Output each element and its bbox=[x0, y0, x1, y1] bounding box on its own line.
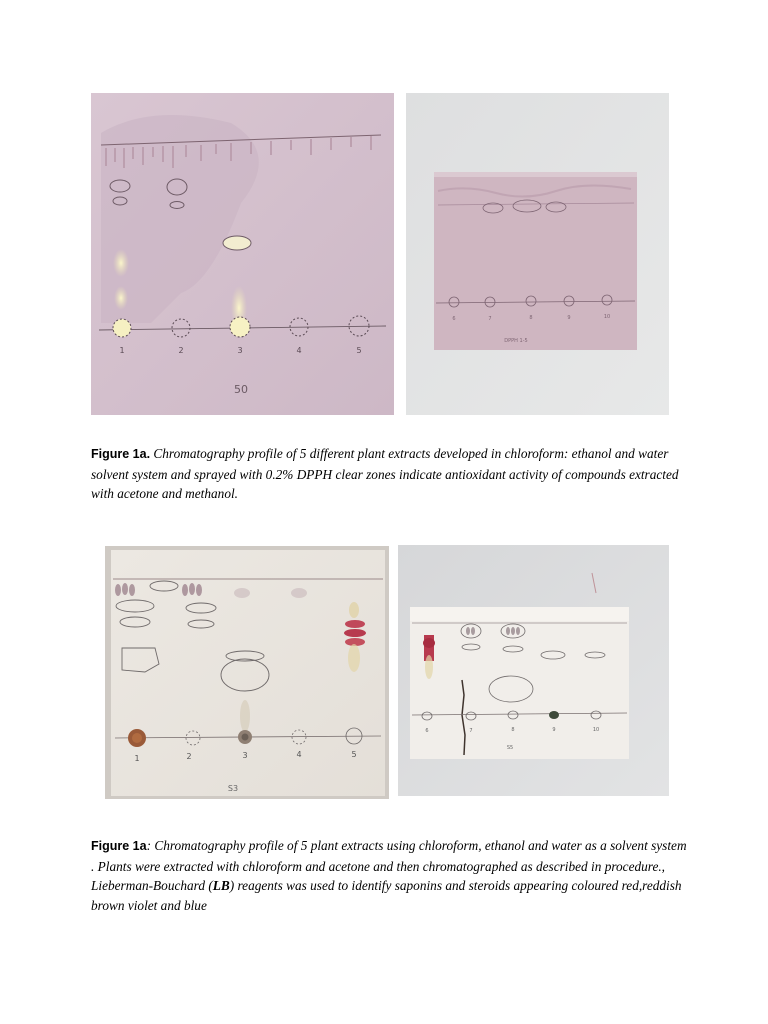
lane-label: 1 bbox=[119, 346, 125, 355]
lane-label: 7 bbox=[469, 728, 473, 734]
figure-caption-2 bbox=[91, 836, 691, 915]
tlc-plate-lb-1 bbox=[105, 546, 389, 799]
figure-label: Figure 1a. bbox=[91, 447, 151, 461]
lane-label: 8 bbox=[529, 315, 533, 321]
tlc-plate-lb-2 bbox=[398, 545, 669, 796]
tlc-plate-dpph-2 bbox=[406, 93, 669, 415]
lane-label: 5 bbox=[356, 346, 362, 355]
caption-text: : Chromatography profile of 5 plant extracts using chloroform, ethanol and water as a solvent system . Plants were extracted with chloroform and acetone and then chromatographed as described in procedure., Lieberman-Bouchard ( bbox=[91, 838, 687, 893]
lane-label: 1 bbox=[134, 754, 140, 763]
lane-label: 2 bbox=[186, 752, 192, 761]
lane-label: 4 bbox=[296, 750, 302, 759]
lane-label: 5 bbox=[351, 750, 357, 759]
figure-label: Figure 1a bbox=[91, 839, 147, 853]
lane-label: 9 bbox=[567, 315, 571, 321]
lane-label: 6 bbox=[452, 316, 456, 322]
plate-mark: 50 bbox=[234, 383, 248, 396]
lane-label: 2 bbox=[178, 346, 184, 355]
lane-label: 10 bbox=[592, 727, 600, 733]
caption-text: Chromatography profile of 5 different plant extracts developed in chloroform: ethanol and water solvent system and sprayed with 0.2% DPPH clear zones indicate antioxidant activity of compounds extracted with acetone and methanol. bbox=[91, 446, 679, 501]
plate-mark: DPPH 1-5 bbox=[504, 338, 528, 344]
plate-mark: S3 bbox=[227, 784, 239, 793]
tlc-plate-dpph-1 bbox=[91, 93, 394, 415]
lane-label: 9 bbox=[552, 727, 556, 733]
lane-label: 3 bbox=[237, 346, 243, 355]
lane-label: 4 bbox=[296, 346, 302, 355]
lane-label: 7 bbox=[488, 316, 492, 322]
figure-caption-1 bbox=[91, 444, 691, 504]
lane-label: 3 bbox=[242, 751, 248, 760]
lane-label: 8 bbox=[511, 727, 515, 733]
plate-mark: S5 bbox=[506, 745, 514, 751]
caption-text-end: ) reagents was used to identify saponins and steroids appearing coloured red,reddish brown violet and blue bbox=[91, 878, 682, 913]
caption-bold-abbrev: LB bbox=[212, 878, 230, 893]
lane-label: 10 bbox=[603, 314, 611, 320]
lane-label: 6 bbox=[425, 728, 429, 734]
